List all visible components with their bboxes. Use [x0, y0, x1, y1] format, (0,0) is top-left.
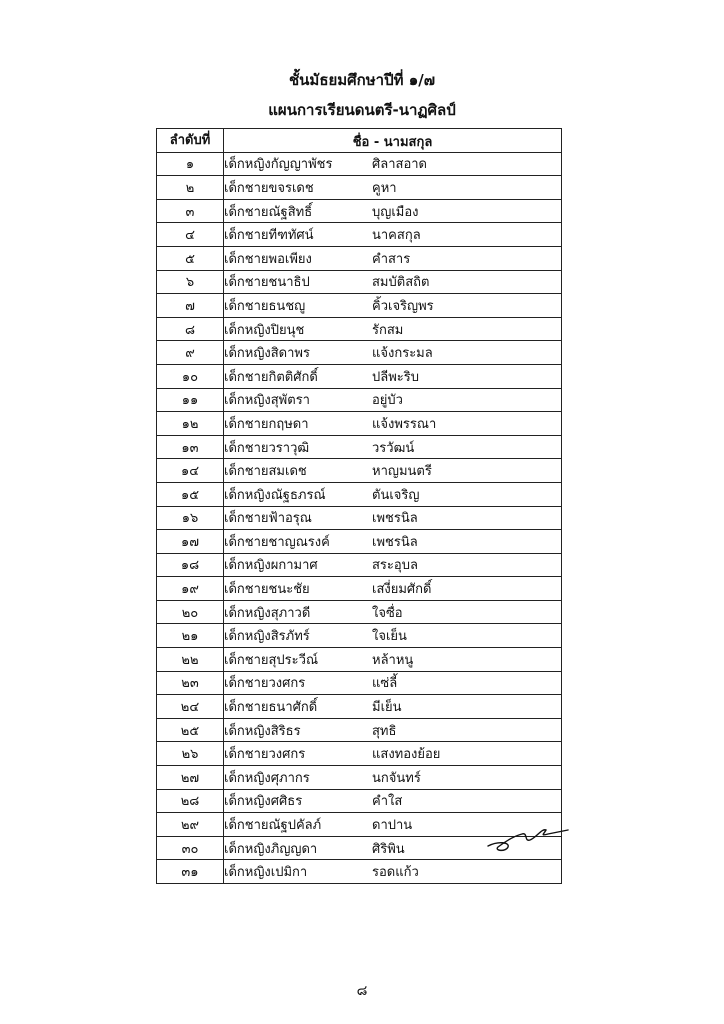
- student-last-name: เสงี่ยมศักดิ์: [372, 582, 432, 598]
- student-first-name: เด็กชายทีฑทัศน์: [224, 228, 314, 244]
- document-level-title: ชั้นมัธยมศึกษาปีที่ ๑/๗: [289, 71, 435, 89]
- student-last-name: สมบัติสถิต: [372, 275, 430, 291]
- student-last-name: ศิริพิน: [372, 841, 405, 857]
- student-first-name: เด็กหญิงเปมิกา: [224, 865, 308, 881]
- row-number: ๒๘: [157, 789, 224, 813]
- student-last-name: แจ้งกระมล: [372, 346, 433, 362]
- table-row: [157, 600, 562, 624]
- row-full-name: [224, 223, 562, 247]
- table-row: [157, 553, 562, 577]
- page-number: ๘: [356, 983, 368, 999]
- row-number: ๒๒: [157, 648, 224, 672]
- student-last-name: คิ้วเจริญพร: [372, 298, 434, 314]
- table-row: [157, 223, 562, 247]
- row-full-name: [224, 553, 562, 577]
- student-first-name: เด็กชายขจรเดช: [224, 180, 314, 196]
- student-last-name: เพชรนิล: [372, 534, 418, 550]
- student-last-name: ปลีพะริบ: [372, 369, 420, 385]
- row-full-name: [224, 695, 562, 719]
- row-number: ๓๑: [157, 860, 224, 884]
- student-first-name: เด็กชายกิตติศักดิ์: [224, 369, 318, 385]
- student-first-name: เด็กหญิงภิญญดา: [224, 841, 318, 857]
- row-number: ๑๒: [157, 412, 224, 436]
- student-last-name: สุทธิ: [372, 723, 397, 739]
- student-first-name: เด็กชายพอเพียง: [224, 251, 312, 267]
- table-row: [157, 412, 562, 436]
- student-first-name: เด็กหญิงสิรภัทร์: [224, 629, 310, 645]
- student-first-name: เด็กชายกฤษดา: [224, 416, 309, 432]
- student-last-name: หล้าหนู: [372, 652, 414, 668]
- student-first-name: เด็กชายสุประวีณ์: [224, 652, 319, 668]
- table-row: [157, 270, 562, 294]
- student-last-name: คูหา: [372, 180, 397, 196]
- student-last-name: ใจซื่อ: [372, 605, 403, 621]
- row-full-name: [224, 412, 562, 436]
- table-row: [157, 648, 562, 672]
- row-number: ๑๑: [157, 388, 224, 412]
- row-number: ๓๐: [157, 836, 224, 860]
- student-last-name: อยู่บัว: [372, 393, 403, 409]
- table-row: [157, 789, 562, 813]
- table-row: [157, 766, 562, 790]
- student-last-name: คำใส: [372, 794, 403, 810]
- student-first-name: เด็กหญิงณัฐธภรณ์: [224, 487, 326, 503]
- student-last-name: วรวัฒน์: [372, 440, 415, 456]
- student-last-name: คำสาร: [372, 251, 411, 267]
- row-number: ๒๓: [157, 671, 224, 695]
- student-last-name: แจ้งพรรณา: [372, 416, 437, 432]
- row-full-name: [224, 388, 562, 412]
- student-first-name: เด็กชายฟ้าอรุณ: [224, 511, 312, 527]
- row-full-name: [224, 671, 562, 695]
- student-last-name: มีเย็น: [372, 700, 402, 716]
- table-body: [157, 152, 562, 883]
- row-full-name: [224, 152, 562, 176]
- row-full-name: [224, 624, 562, 648]
- row-full-name: [224, 199, 562, 223]
- student-last-name: รักสม: [372, 322, 404, 338]
- row-full-name: [224, 766, 562, 790]
- table-row: [157, 176, 562, 200]
- row-full-name: [224, 435, 562, 459]
- document-program-title: แผนการเรียนดนตรี-นาฏศิลป์: [268, 101, 456, 119]
- row-full-name: [224, 506, 562, 530]
- row-full-name: [224, 648, 562, 672]
- row-full-name: [224, 530, 562, 554]
- student-first-name: เด็กหญิงปิยนุช: [224, 322, 305, 338]
- student-first-name: เด็กชายชนะชัย: [224, 582, 310, 598]
- table-row: [157, 860, 562, 884]
- row-number: ๒๑: [157, 624, 224, 648]
- table-row: [157, 482, 562, 506]
- student-first-name: เด็กชายวราวุฒิ: [224, 440, 310, 456]
- row-number: ๒๔: [157, 695, 224, 719]
- row-full-name: [224, 176, 562, 200]
- row-number: ๑๘: [157, 553, 224, 577]
- student-first-name: เด็กชายสมเดช: [224, 464, 307, 480]
- student-last-name: ตันเจริญ: [372, 487, 420, 503]
- table-row: [157, 671, 562, 695]
- student-first-name: เด็กชายธนชญู: [224, 298, 306, 314]
- student-last-name: เพชรนิล: [372, 511, 418, 527]
- table-row: [157, 624, 562, 648]
- student-first-name: เด็กชายณัฐปคัลภ์: [224, 818, 322, 834]
- row-number: ๖: [157, 270, 224, 294]
- row-number: ๑๔: [157, 459, 224, 483]
- student-last-name: หาญมนตรี: [372, 464, 432, 480]
- table-row: [157, 718, 562, 742]
- row-full-name: [224, 482, 562, 506]
- row-number: ๗: [157, 294, 224, 318]
- student-first-name: เด็กชายวงศกร: [224, 747, 306, 763]
- table-row: [157, 577, 562, 601]
- student-first-name: เด็กหญิงสิริธร: [224, 723, 301, 739]
- row-number: ๑๖: [157, 506, 224, 530]
- table-row: [157, 695, 562, 719]
- table-row: [157, 317, 562, 341]
- row-number: ๑๓: [157, 435, 224, 459]
- row-number: ๒๕: [157, 718, 224, 742]
- student-first-name: เด็กหญิงสุพัตรา: [224, 393, 310, 409]
- table-row: [157, 364, 562, 388]
- student-first-name: เด็กหญิงผกามาศ: [224, 558, 318, 574]
- row-number: ๒๐: [157, 600, 224, 624]
- table-row: [157, 341, 562, 365]
- student-last-name: สระอุบล: [372, 558, 418, 574]
- student-roster-table: [156, 128, 562, 884]
- student-first-name: เด็กชายวงศกร: [224, 676, 306, 692]
- table-row: [157, 246, 562, 270]
- row-full-name: [224, 459, 562, 483]
- student-last-name: ศิลาสอาด: [372, 157, 428, 173]
- header-number: ลำดับที่: [157, 129, 224, 153]
- header-name: ชื่อ - นามสกุล: [224, 129, 562, 153]
- row-number: ๘: [157, 317, 224, 341]
- row-number: ๑๐: [157, 364, 224, 388]
- student-last-name: ดาปาน: [372, 818, 413, 834]
- table-row: [157, 199, 562, 223]
- row-number: ๙: [157, 341, 224, 365]
- student-last-name: นาคสกุล: [372, 228, 421, 244]
- student-first-name: เด็กหญิงกัญญาพัชร: [224, 157, 333, 173]
- student-first-name: เด็กหญิงศศิธร: [224, 794, 303, 810]
- row-number: ๑๕: [157, 482, 224, 506]
- student-last-name: แสงทองย้อย: [372, 747, 441, 763]
- table-row: [157, 388, 562, 412]
- signature-mark: [484, 820, 570, 856]
- student-last-name: รอดแก้ว: [372, 865, 419, 881]
- table-row: [157, 294, 562, 318]
- row-full-name: [224, 718, 562, 742]
- student-first-name: เด็กชายณัฐสิทธิ์: [224, 204, 313, 220]
- row-full-name: [224, 600, 562, 624]
- table-row: [157, 435, 562, 459]
- table-row: [157, 530, 562, 554]
- row-full-name: [224, 341, 562, 365]
- row-number: ๓: [157, 199, 224, 223]
- student-last-name: นกจันทร์: [372, 770, 421, 786]
- student-first-name: เด็กหญิงสิดาพร: [224, 346, 310, 362]
- row-full-name: [224, 789, 562, 813]
- student-last-name: แซ่ลี้: [372, 676, 398, 692]
- student-first-name: เด็กชายชาญณรงค์: [224, 534, 330, 550]
- row-full-name: [224, 742, 562, 766]
- row-number: ๒๗: [157, 766, 224, 790]
- table-header-row: [157, 129, 562, 153]
- row-full-name: [224, 860, 562, 884]
- row-number: ๑๙: [157, 577, 224, 601]
- row-full-name: [224, 270, 562, 294]
- row-number: ๒: [157, 176, 224, 200]
- row-number: ๔: [157, 223, 224, 247]
- row-number: ๒๙: [157, 813, 224, 837]
- student-last-name: บุญเมือง: [372, 204, 419, 220]
- row-full-name: [224, 317, 562, 341]
- table-row: [157, 506, 562, 530]
- row-number: ๑: [157, 152, 224, 176]
- table-row: [157, 152, 562, 176]
- student-first-name: เด็กชายชนาธิป: [224, 275, 310, 291]
- student-first-name: เด็กชายธนาศักดิ์: [224, 700, 318, 716]
- row-full-name: [224, 294, 562, 318]
- row-full-name: [224, 364, 562, 388]
- student-first-name: เด็กหญิงศุภากร: [224, 770, 310, 786]
- student-last-name: ใจเย็น: [372, 629, 407, 645]
- row-full-name: [224, 246, 562, 270]
- row-number: ๕: [157, 246, 224, 270]
- row-number: ๑๗: [157, 530, 224, 554]
- student-first-name: เด็กหญิงสุภาวดี: [224, 605, 311, 621]
- row-full-name: [224, 577, 562, 601]
- table-row: [157, 459, 562, 483]
- row-number: ๒๖: [157, 742, 224, 766]
- table-row: [157, 742, 562, 766]
